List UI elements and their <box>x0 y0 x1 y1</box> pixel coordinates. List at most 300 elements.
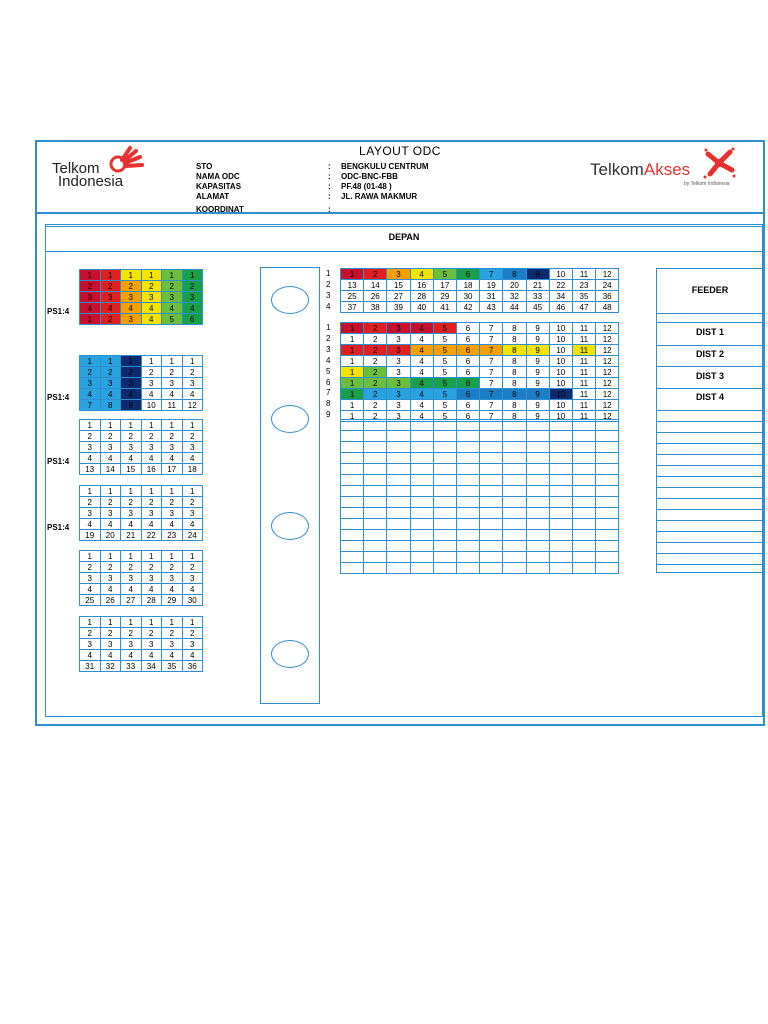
empty-port-cell <box>572 508 595 519</box>
port-cell: 2 <box>100 314 121 325</box>
port-cell: 1 <box>80 270 101 281</box>
empty-port-cell <box>387 497 410 508</box>
port-cell: 2 <box>182 431 203 442</box>
table-row <box>341 453 619 464</box>
port-cell: 23 <box>162 530 183 541</box>
empty-port-cell <box>572 420 595 431</box>
empty-port-cell <box>456 475 479 486</box>
port-cell: 1 <box>182 551 203 562</box>
empty-port-cell <box>526 552 549 563</box>
empty-port-cell <box>503 486 526 497</box>
empty-port-cell <box>572 475 595 486</box>
port-cell: 47 <box>572 302 595 313</box>
port-cell: 8 <box>503 323 526 334</box>
port-cell: 4 <box>410 411 433 422</box>
table-row <box>341 530 619 541</box>
table-row <box>341 378 619 389</box>
port-cell: 2 <box>100 628 121 639</box>
port-cell: 16 <box>141 464 162 475</box>
empty-grid-table <box>340 419 619 574</box>
port-cell: 33 <box>121 661 142 672</box>
empty-port-cell <box>572 431 595 442</box>
port-cell: 7 <box>480 356 503 367</box>
empty-port-cell <box>341 552 364 563</box>
port-cell: 3 <box>162 508 183 519</box>
port-cell: 3 <box>121 292 142 303</box>
port-cell: 4 <box>410 356 433 367</box>
empty-port-cell <box>549 563 572 574</box>
port-cell: 3 <box>100 292 121 303</box>
port-cell: 8 <box>503 269 526 280</box>
empty-port-cell <box>526 453 549 464</box>
port-cell: 2 <box>100 497 121 508</box>
port-cell: 2 <box>162 281 183 292</box>
port-cell: 2 <box>141 431 162 442</box>
port-cell: 3 <box>141 639 162 650</box>
port-cell: 2 <box>364 345 387 356</box>
port-cell: 3 <box>141 573 162 584</box>
port-cell: 21 <box>526 280 549 291</box>
table-row <box>341 345 619 356</box>
port-cell: 3 <box>80 573 101 584</box>
empty-port-cell <box>526 475 549 486</box>
port-cell: 5 <box>433 345 456 356</box>
port-cell: 45 <box>526 302 549 313</box>
port-cell: 2 <box>121 431 142 442</box>
empty-port-cell <box>596 475 619 486</box>
port-cell: 7 <box>480 400 503 411</box>
telkom-indonesia-logo <box>52 146 162 192</box>
port-cell: 22 <box>141 530 162 541</box>
port-cell: 11 <box>572 345 595 356</box>
telkom-akses-wordmark <box>590 160 690 180</box>
port-cell: 10 <box>549 378 572 389</box>
empty-port-cell <box>596 552 619 563</box>
empty-port-cell <box>341 497 364 508</box>
port-cell: 2 <box>80 628 101 639</box>
port-cell: 27 <box>121 595 142 606</box>
empty-port-cell <box>387 453 410 464</box>
empty-port-cell <box>549 552 572 563</box>
empty-port-cell <box>364 497 387 508</box>
empty-port-cell <box>596 453 619 464</box>
table-row <box>341 431 619 442</box>
empty-port-cell <box>433 431 456 442</box>
empty-port-cell <box>387 541 410 552</box>
port-cell: 10 <box>141 400 162 411</box>
port-cell: 46 <box>549 302 572 313</box>
port-cell: 8 <box>100 400 121 411</box>
port-cell: 2 <box>364 323 387 334</box>
empty-port-cell <box>456 464 479 475</box>
port-cell: 11 <box>572 356 595 367</box>
empty-port-cell <box>410 508 433 519</box>
empty-port-cell <box>387 431 410 442</box>
alamat-value: JL. RAWA MAKMUR <box>341 192 418 201</box>
table-row <box>80 453 203 464</box>
port-cell: 8 <box>503 389 526 400</box>
legend-divider <box>656 366 764 367</box>
port-cell: 3 <box>100 442 121 453</box>
port-cell: 1 <box>162 617 183 628</box>
table-row <box>341 420 619 431</box>
port-cell: 15 <box>121 464 142 475</box>
port-cell: 1 <box>162 486 183 497</box>
port-cell: 2 <box>121 628 142 639</box>
port-cell: 6 <box>456 389 479 400</box>
empty-port-cell <box>364 453 387 464</box>
port-cell: 6 <box>456 269 479 280</box>
empty-port-cell <box>480 508 503 519</box>
port-cell: 39 <box>387 302 410 313</box>
table-row <box>341 302 619 313</box>
port-cell: 3 <box>80 639 101 650</box>
table-row <box>80 530 203 541</box>
empty-port-cell <box>410 486 433 497</box>
splitter-table-5 <box>79 550 203 606</box>
legend-divider <box>656 454 764 455</box>
port-cell: 2 <box>364 367 387 378</box>
sto-colon: : <box>328 162 331 171</box>
port-cell: 3 <box>387 400 410 411</box>
port-cell: 9 <box>526 389 549 400</box>
port-cell: 5 <box>433 378 456 389</box>
port-cell: 3 <box>141 292 162 303</box>
port-cell: 7 <box>480 334 503 345</box>
feeder-row-label: 2 <box>326 280 331 289</box>
port-cell: 5 <box>433 323 456 334</box>
legend-divider <box>656 388 764 389</box>
port-cell: 28 <box>141 595 162 606</box>
port-cell: 31 <box>480 291 503 302</box>
port-cell: 3 <box>121 639 142 650</box>
port-cell: 9 <box>526 378 549 389</box>
empty-port-cell <box>433 530 456 541</box>
empty-port-cell <box>572 530 595 541</box>
port-cell: 4 <box>410 378 433 389</box>
port-cell: 22 <box>549 280 572 291</box>
port-cell: 2 <box>182 367 203 378</box>
table-row <box>341 464 619 475</box>
table-row <box>80 650 203 661</box>
port-cell: 29 <box>162 595 183 606</box>
port-cell: 4 <box>121 584 142 595</box>
port-cell: 5 <box>433 400 456 411</box>
empty-port-cell <box>456 530 479 541</box>
telkom-akses-part1: Telkom <box>590 160 644 179</box>
empty-port-cell <box>549 541 572 552</box>
port-cell: 35 <box>572 291 595 302</box>
port-cell: 3 <box>100 378 121 389</box>
table-row <box>341 389 619 400</box>
empty-port-cell <box>456 431 479 442</box>
port-cell: 5 <box>162 314 183 325</box>
port-cell: 21 <box>121 530 142 541</box>
empty-port-cell <box>456 563 479 574</box>
empty-port-cell <box>433 552 456 563</box>
empty-port-cell <box>549 431 572 442</box>
port-cell: 12 <box>596 411 619 422</box>
dist-row-label: 4 <box>326 355 331 365</box>
port-cell: 2 <box>364 389 387 400</box>
port-cell: 15 <box>387 280 410 291</box>
empty-port-cell <box>503 453 526 464</box>
port-cell: 7 <box>480 345 503 356</box>
port-cell: 2 <box>80 367 101 378</box>
empty-port-cell <box>433 541 456 552</box>
empty-port-cell <box>480 563 503 574</box>
empty-port-cell <box>480 475 503 486</box>
port-cell: 18 <box>456 280 479 291</box>
splitter-label: PS1:4 <box>47 457 70 466</box>
empty-port-cell <box>410 530 433 541</box>
port-cell: 4 <box>121 389 142 400</box>
empty-port-cell <box>433 442 456 453</box>
port-cell: 2 <box>80 497 101 508</box>
empty-port-cell <box>364 519 387 530</box>
empty-port-cell <box>572 442 595 453</box>
port-cell: 2 <box>80 281 101 292</box>
empty-port-cell <box>480 464 503 475</box>
port-cell: 44 <box>503 302 526 313</box>
legend-divider <box>656 465 764 466</box>
empty-port-cell <box>526 431 549 442</box>
port-cell: 1 <box>121 420 142 431</box>
port-cell: 36 <box>182 661 203 672</box>
table-row <box>80 464 203 475</box>
port-cell: 17 <box>433 280 456 291</box>
empty-port-cell <box>387 563 410 574</box>
port-cell: 24 <box>596 280 619 291</box>
port-cell: 10 <box>549 345 572 356</box>
port-cell: 10 <box>549 334 572 345</box>
empty-port-cell <box>364 442 387 453</box>
empty-port-cell <box>480 541 503 552</box>
empty-port-cell <box>341 442 364 453</box>
port-cell: 2 <box>121 497 142 508</box>
legend-divider <box>656 345 764 346</box>
empty-port-cell <box>503 530 526 541</box>
port-cell: 2 <box>364 334 387 345</box>
port-cell: 1 <box>182 617 203 628</box>
port-cell: 4 <box>121 303 142 314</box>
port-cell: 8 <box>503 334 526 345</box>
port-cell: 4 <box>162 389 183 400</box>
header-divider <box>37 212 763 214</box>
empty-port-cell <box>433 486 456 497</box>
port-cell: 1 <box>100 356 121 367</box>
port-cell: 1 <box>121 617 142 628</box>
port-cell: 3 <box>182 378 203 389</box>
empty-port-cell <box>364 508 387 519</box>
sto-label: STO <box>196 162 213 171</box>
port-cell: 4 <box>100 303 121 314</box>
empty-port-cell <box>341 563 364 574</box>
empty-port-cell <box>549 442 572 453</box>
kapasitas-colon: : <box>328 182 331 191</box>
table-row <box>80 584 203 595</box>
empty-port-cell <box>456 486 479 497</box>
rack-hole-4 <box>271 640 309 668</box>
port-cell: 8 <box>503 345 526 356</box>
empty-port-cell <box>364 475 387 486</box>
empty-port-cell <box>572 563 595 574</box>
port-cell: 3 <box>100 508 121 519</box>
port-cell: 4 <box>80 650 101 661</box>
empty-port-cell <box>480 420 503 431</box>
port-cell: 10 <box>549 400 572 411</box>
port-cell: 26 <box>100 595 121 606</box>
port-cell: 4 <box>410 323 433 334</box>
port-cell: 6 <box>456 378 479 389</box>
port-cell: 12 <box>596 345 619 356</box>
port-cell: 2 <box>182 281 203 292</box>
telkom-akses-star-icon <box>702 146 736 180</box>
koordinat-label: KOORDINAT <box>196 205 244 214</box>
telkom-akses-logo <box>590 146 745 192</box>
empty-port-cell <box>596 563 619 574</box>
empty-port-cell <box>410 442 433 453</box>
port-cell: 8 <box>503 367 526 378</box>
port-cell: 48 <box>596 302 619 313</box>
empty-port-cell <box>433 519 456 530</box>
empty-port-cell <box>480 530 503 541</box>
port-cell: 42 <box>456 302 479 313</box>
port-cell: 2 <box>121 562 142 573</box>
port-cell: 3 <box>387 411 410 422</box>
distribution-table <box>340 322 619 422</box>
empty-port-cell <box>572 453 595 464</box>
empty-port-cell <box>410 552 433 563</box>
empty-port-cell <box>596 464 619 475</box>
empty-port-cell <box>387 519 410 530</box>
empty-port-cell <box>596 486 619 497</box>
empty-port-cell <box>341 519 364 530</box>
port-cell: 1 <box>182 486 203 497</box>
port-cell: 34 <box>549 291 572 302</box>
empty-port-cell <box>526 464 549 475</box>
empty-port-cell <box>480 442 503 453</box>
port-cell: 4 <box>80 389 101 400</box>
table-row <box>80 431 203 442</box>
port-cell: 1 <box>100 486 121 497</box>
port-cell: 7 <box>480 411 503 422</box>
port-cell: 1 <box>341 378 364 389</box>
port-cell: 2 <box>364 356 387 367</box>
port-cell: 3 <box>182 573 203 584</box>
port-cell: 1 <box>162 420 183 431</box>
splitter-label: PS1:4 <box>47 393 70 402</box>
empty-port-cell <box>433 420 456 431</box>
port-cell: 2 <box>364 269 387 280</box>
port-cell: 8 <box>503 411 526 422</box>
port-cell: 5 <box>433 356 456 367</box>
port-cell: 1 <box>341 389 364 400</box>
legend-divider <box>656 410 764 411</box>
empty-port-cell <box>341 541 364 552</box>
empty-port-cell <box>410 453 433 464</box>
port-cell: 5 <box>433 389 456 400</box>
port-cell: 27 <box>387 291 410 302</box>
port-cell: 1 <box>121 486 142 497</box>
port-cell: 4 <box>182 584 203 595</box>
dist-row-label: 5 <box>326 366 331 376</box>
nama-odc-value: ODC-BNC-FBB <box>341 172 398 181</box>
table-row <box>80 661 203 672</box>
port-cell: 33 <box>526 291 549 302</box>
port-cell: 4 <box>410 334 433 345</box>
port-cell: 1 <box>341 345 364 356</box>
port-cell: 17 <box>162 464 183 475</box>
port-cell: 20 <box>503 280 526 291</box>
port-cell: 43 <box>480 302 503 313</box>
port-cell: 3 <box>387 334 410 345</box>
empty-port-cell <box>480 486 503 497</box>
port-cell: 2 <box>162 628 183 639</box>
table-row <box>341 356 619 367</box>
port-cell: 4 <box>141 453 162 464</box>
port-cell: 1 <box>341 269 364 280</box>
legend-divider <box>656 421 764 422</box>
empty-port-cell <box>596 508 619 519</box>
port-cell: 4 <box>182 303 203 314</box>
rack-hole-1 <box>271 286 309 314</box>
empty-port-cell <box>341 508 364 519</box>
empty-port-cell <box>456 420 479 431</box>
port-cell: 36 <box>596 291 619 302</box>
port-cell: 4 <box>141 650 162 661</box>
empty-port-cell <box>503 464 526 475</box>
port-cell: 2 <box>100 562 121 573</box>
port-cell: 12 <box>596 269 619 280</box>
legend-divider <box>656 509 764 510</box>
empty-port-cell <box>572 519 595 530</box>
dist-label-3: DIST 3 <box>695 371 724 381</box>
port-cell: 9 <box>526 400 549 411</box>
splitter-table-6 <box>79 616 203 672</box>
port-cell: 19 <box>480 280 503 291</box>
table-row <box>80 573 203 584</box>
port-cell: 4 <box>410 269 433 280</box>
port-cell: 6 <box>456 367 479 378</box>
port-cell: 10 <box>549 411 572 422</box>
empty-port-cell <box>503 552 526 563</box>
koordinat-colon: : <box>328 205 331 214</box>
dist-label-1: DIST 1 <box>695 327 724 337</box>
table-row <box>341 486 619 497</box>
port-cell: 3 <box>182 639 203 650</box>
feeder-row-label: 3 <box>326 291 331 300</box>
port-cell: 1 <box>141 617 162 628</box>
port-cell: 11 <box>572 269 595 280</box>
empty-port-cell <box>341 530 364 541</box>
empty-port-cell <box>410 464 433 475</box>
port-cell: 14 <box>364 280 387 291</box>
port-cell: 1 <box>121 551 142 562</box>
table-row <box>341 541 619 552</box>
port-cell: 8 <box>503 400 526 411</box>
port-cell: 10 <box>549 356 572 367</box>
table-row <box>341 442 619 453</box>
port-cell: 2 <box>141 497 162 508</box>
port-cell: 32 <box>100 661 121 672</box>
table-row <box>341 552 619 563</box>
empty-port-cell <box>572 541 595 552</box>
port-cell: 11 <box>572 378 595 389</box>
empty-port-cell <box>364 530 387 541</box>
page-title: LAYOUT ODC <box>359 144 441 158</box>
port-cell: 3 <box>80 442 101 453</box>
